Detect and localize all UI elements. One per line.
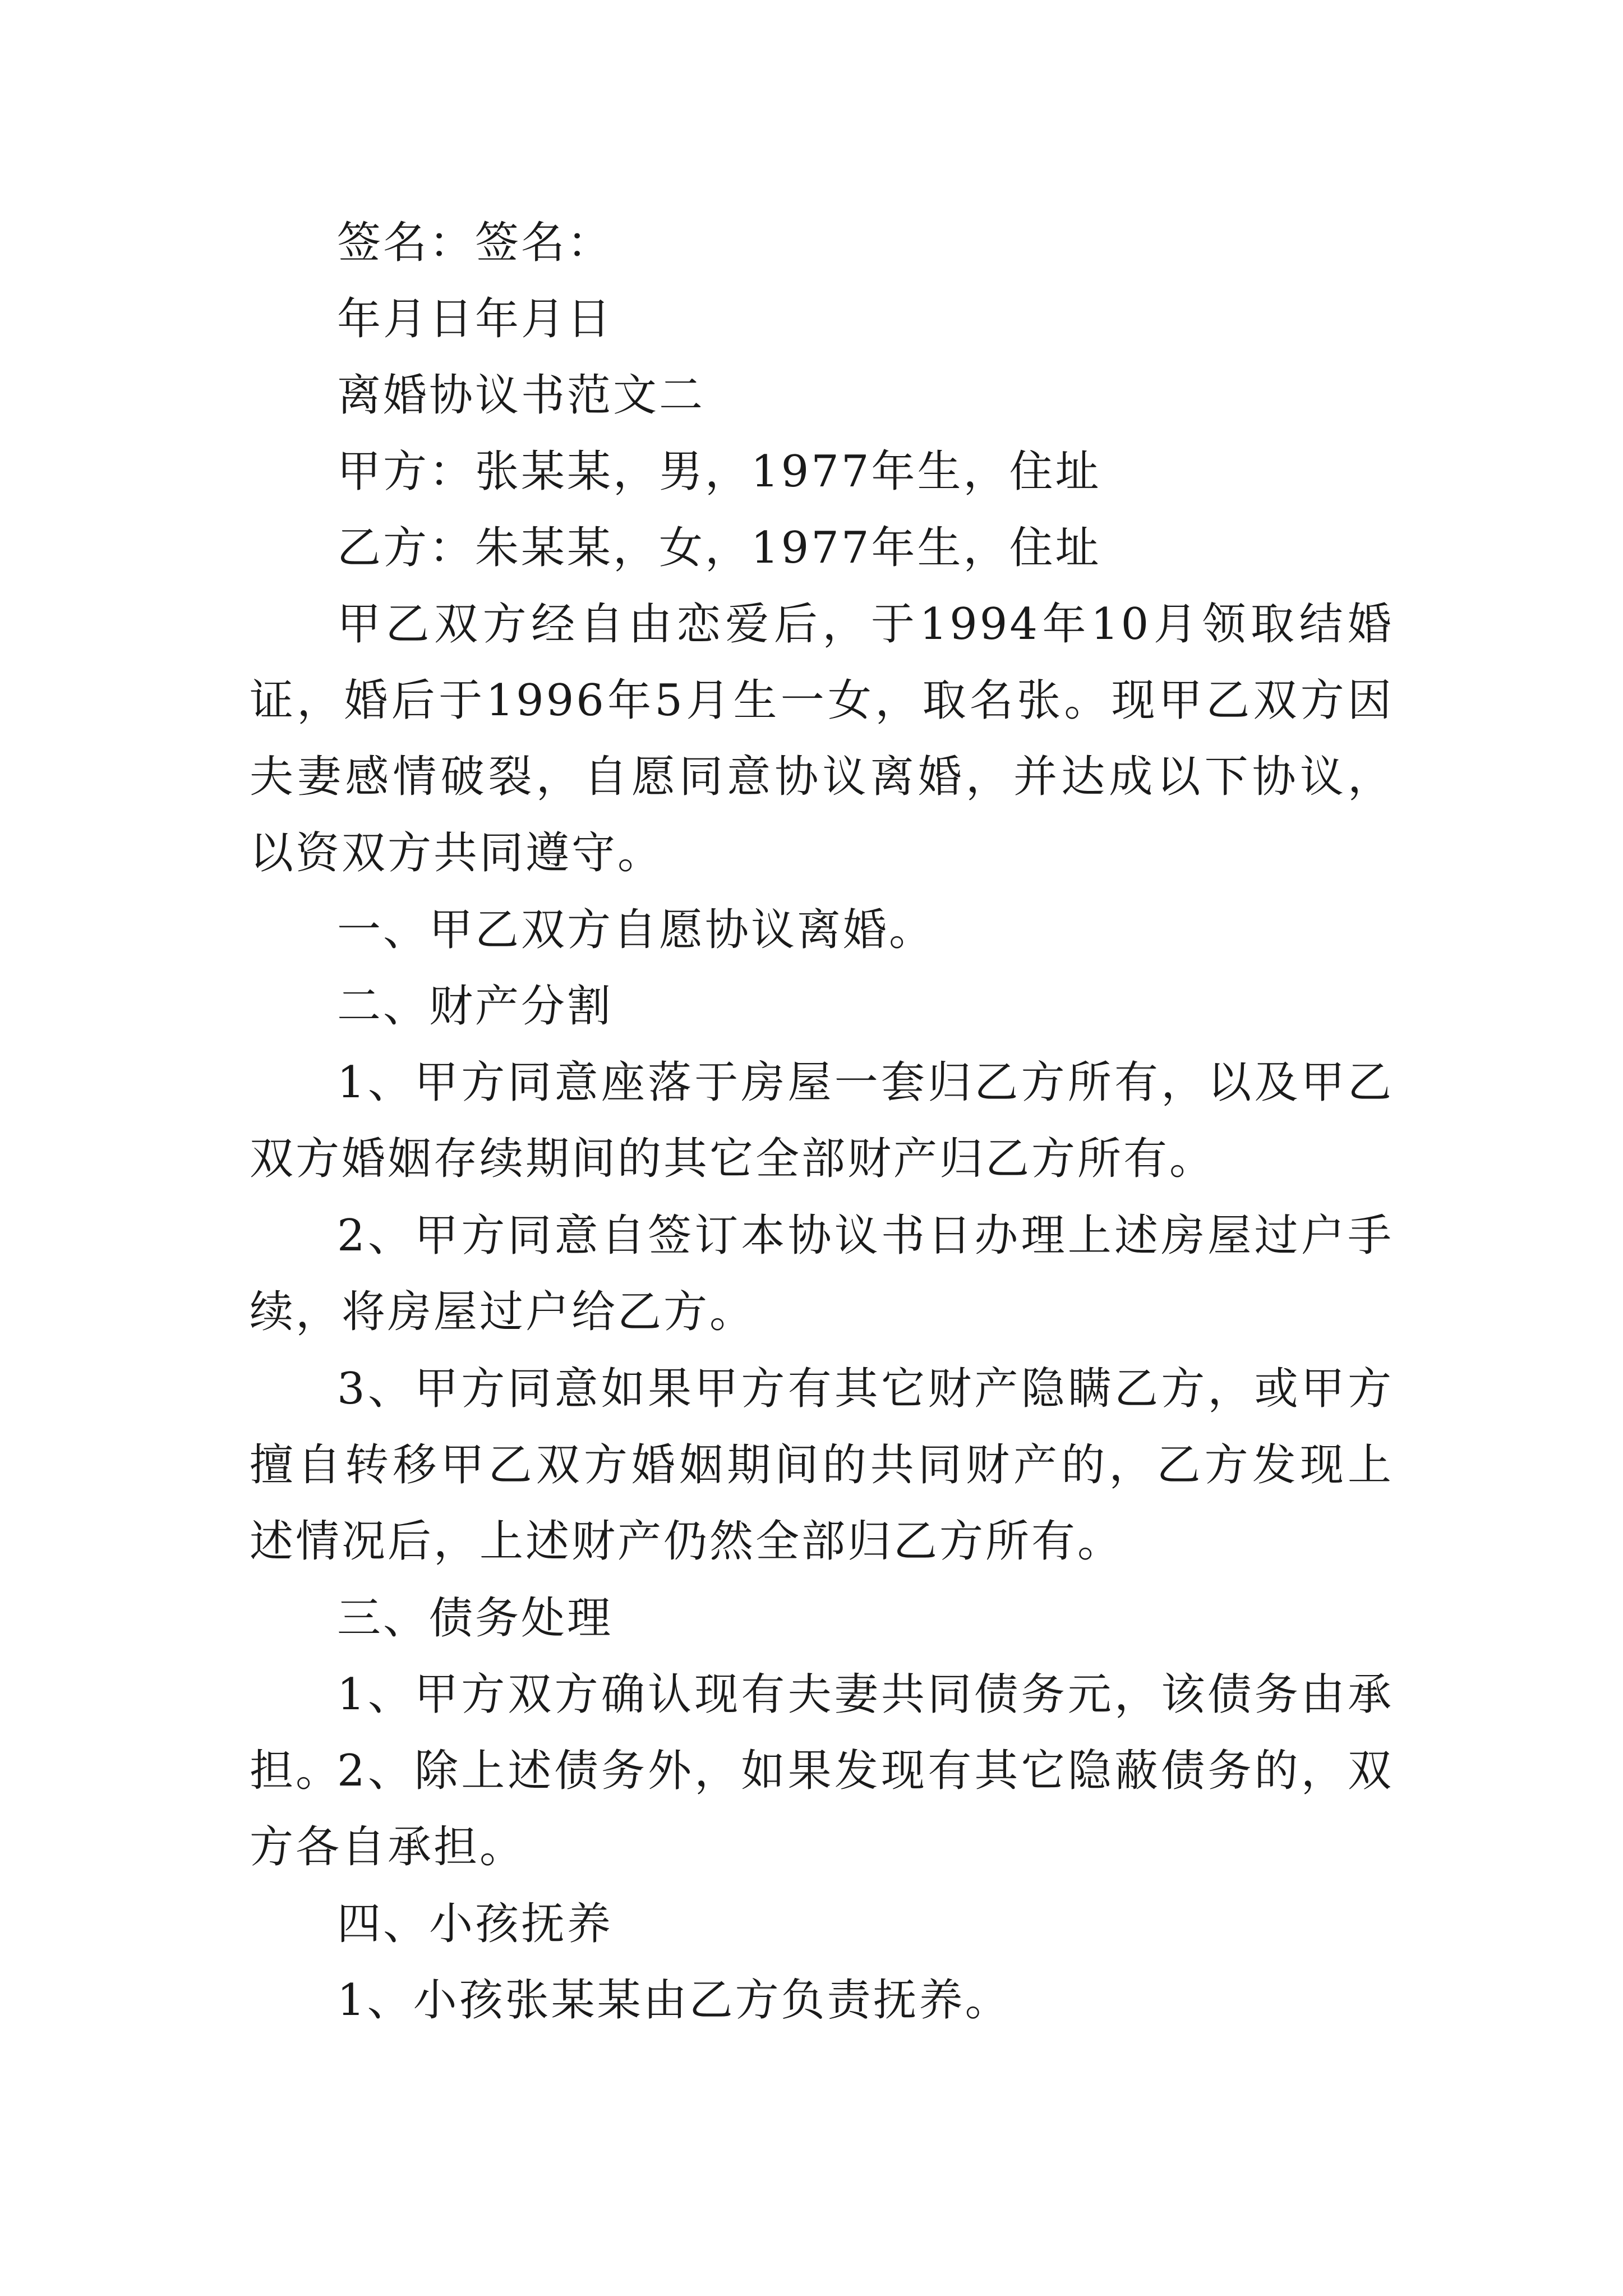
party-a-line: 甲方：张某某，男，1977年生，住址 (337, 447, 1101, 497)
clause-3-heading: 三、债务处理 (337, 1593, 614, 1644)
debt-item-2: 2、除上述债务外，如果发现有其它隐蔽债务的，双方各自承担。 (250, 1746, 1394, 1872)
intro-paragraph: 甲乙双方经自由恋爱后，于1994年10月领取结婚证，婚后于1996年5月生一女，取名张。现甲乙双方因夫妻感情破裂，自愿同意协议离婚，并达成以下协议，以资双方共同遵守。 (250, 599, 1394, 878)
document-title: 离婚协议书范文二 (337, 370, 706, 421)
signature-line: 签名：签名： (337, 218, 614, 268)
clause-2-heading: 二、财产分割 (337, 981, 614, 1032)
property-item-3: 3、甲方同意如果甲方有其它财产隐瞒乙方，或甲方擅自转移甲乙双方婚姻期间的共同财产的，乙方发现上述情况后，上述财产仍然全部归乙方所有。 (250, 1364, 1394, 1567)
clause-1-heading: 一、甲乙双方自愿协议离婚。 (337, 905, 935, 955)
party-b-line: 乙方：朱某某，女，1977年生，住址 (337, 523, 1101, 573)
child-item-1: 1、小孩张某某由乙方负责抚养。 (337, 1975, 1011, 2026)
property-item-1: 1、甲方同意座落于房屋一套归乙方所有，以及甲乙双方婚姻存续期间的其它全部财产归乙方所有。 (250, 1057, 1394, 1184)
property-item-2: 2、甲方同意自签订本协议书日办理上述房屋过户手续，将房屋过户给乙方。 (250, 1211, 1394, 1337)
date-line: 年月日年月日 (337, 294, 614, 344)
clause-4-heading: 四、小孩抚养 (337, 1899, 614, 1949)
debt-item-1: 1、甲方双方确认现有夫妻共同债务元，该债务由承担。 (250, 1669, 1394, 1796)
